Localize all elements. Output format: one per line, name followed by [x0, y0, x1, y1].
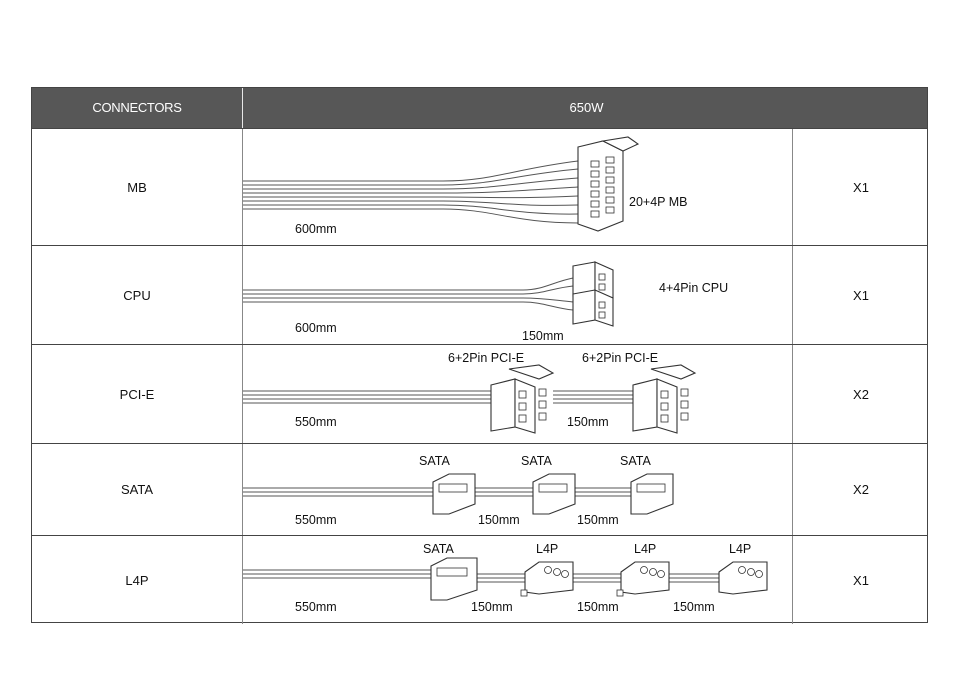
table-row-sata: [32, 443, 927, 535]
row-label-cpu: CPU: [123, 287, 151, 303]
sata-connector-3-icon: [631, 474, 673, 514]
table-row-l4p: [32, 535, 927, 624]
cable-cell-l4p: [242, 536, 793, 624]
mb-length-label: 600mm: [295, 222, 337, 236]
cpu-cable-wires: [243, 278, 573, 310]
sata-length-label: 550mm: [295, 513, 337, 527]
row-qty-mb: X1: [853, 179, 869, 195]
mb-24pin-connector-icon: [578, 137, 638, 231]
l4p-molex-connector-3-icon: [719, 562, 767, 594]
l4p-molex-connector-2-icon: [617, 562, 669, 596]
l4p-length3-label: 150mm: [577, 600, 619, 614]
sata-connector3-label: SATA: [620, 454, 651, 468]
row-qty-sata: X2: [853, 482, 869, 497]
cable-cell-cpu: [242, 246, 793, 344]
sata-connector1-label: SATA: [419, 454, 450, 468]
pcie-length2-label: 150mm: [567, 415, 609, 429]
mb-cable-drawing: [243, 129, 794, 246]
pcie-connector1-label: 6+2Pin PCI-E: [448, 351, 525, 365]
pcie-connector-2-icon: [633, 365, 695, 433]
row-label-sata: SATA: [120, 482, 154, 497]
l4p-length-label: 550mm: [295, 600, 337, 614]
l4p-connector3-label: L4P: [634, 542, 657, 556]
cpu-length2-label: 150mm: [522, 329, 564, 343]
cpu-cable-drawing: [243, 246, 794, 345]
table-header: [32, 88, 927, 128]
sata-length2-label: 150mm: [478, 513, 520, 527]
l4p-length4-label: 150mm: [673, 600, 715, 614]
l4p-connector4-label: L4P: [729, 542, 752, 556]
row-label-pcie: PCI-E: [119, 386, 155, 402]
pcie-cable-wires: [243, 391, 633, 403]
cable-cell-sata: [242, 444, 793, 535]
table-row-pcie: [32, 344, 927, 443]
sata-connector-2-icon: [533, 474, 575, 514]
row-qty-l4p: X1: [853, 572, 869, 588]
pcie-cable-drawing: [243, 345, 794, 444]
connectors-header: CONNECTORS: [92, 100, 182, 115]
row-qty-pcie: X2: [853, 386, 869, 402]
sata-connector2-label: SATA: [521, 454, 552, 468]
mb-cable-wires: [243, 161, 578, 223]
sata-length3-label: 150mm: [577, 513, 619, 527]
sata-cable-drawing: [243, 444, 794, 536]
cpu-length-label: 600mm: [295, 321, 337, 335]
cable-cell-pcie: [242, 345, 793, 443]
pcie-connector2-label: 6+2Pin PCI-E: [582, 351, 659, 365]
cpu-8pin-connector-icon: [573, 262, 613, 326]
row-qty-cpu: X1: [853, 287, 869, 303]
table-row-mb: [32, 128, 927, 245]
l4p-cable-drawing: [243, 536, 794, 625]
l4p-connector1-label: SATA: [423, 542, 454, 556]
pcie-connector-1-icon: [491, 365, 553, 433]
l4p-connector2-label: L4P: [536, 542, 559, 556]
row-label-l4p: L4P: [125, 572, 149, 588]
cpu-connector-label: 4+4Pin CPU: [659, 281, 729, 295]
l4p-molex-connector-1-icon: [521, 562, 573, 596]
wattage-header: 650W: [242, 88, 930, 128]
sata-connector-1-icon: [433, 474, 475, 514]
mb-connector-label: 20+4P MB: [629, 195, 688, 209]
pcie-length-label: 550mm: [295, 415, 337, 429]
cable-cell-mb: [242, 129, 793, 245]
table-row-cpu: [32, 245, 927, 344]
row-label-mb: MB: [127, 179, 147, 195]
l4p-length2-label: 150mm: [471, 600, 513, 614]
connectors-table: [31, 87, 928, 623]
l4p-sata-connector-icon: [431, 558, 477, 600]
